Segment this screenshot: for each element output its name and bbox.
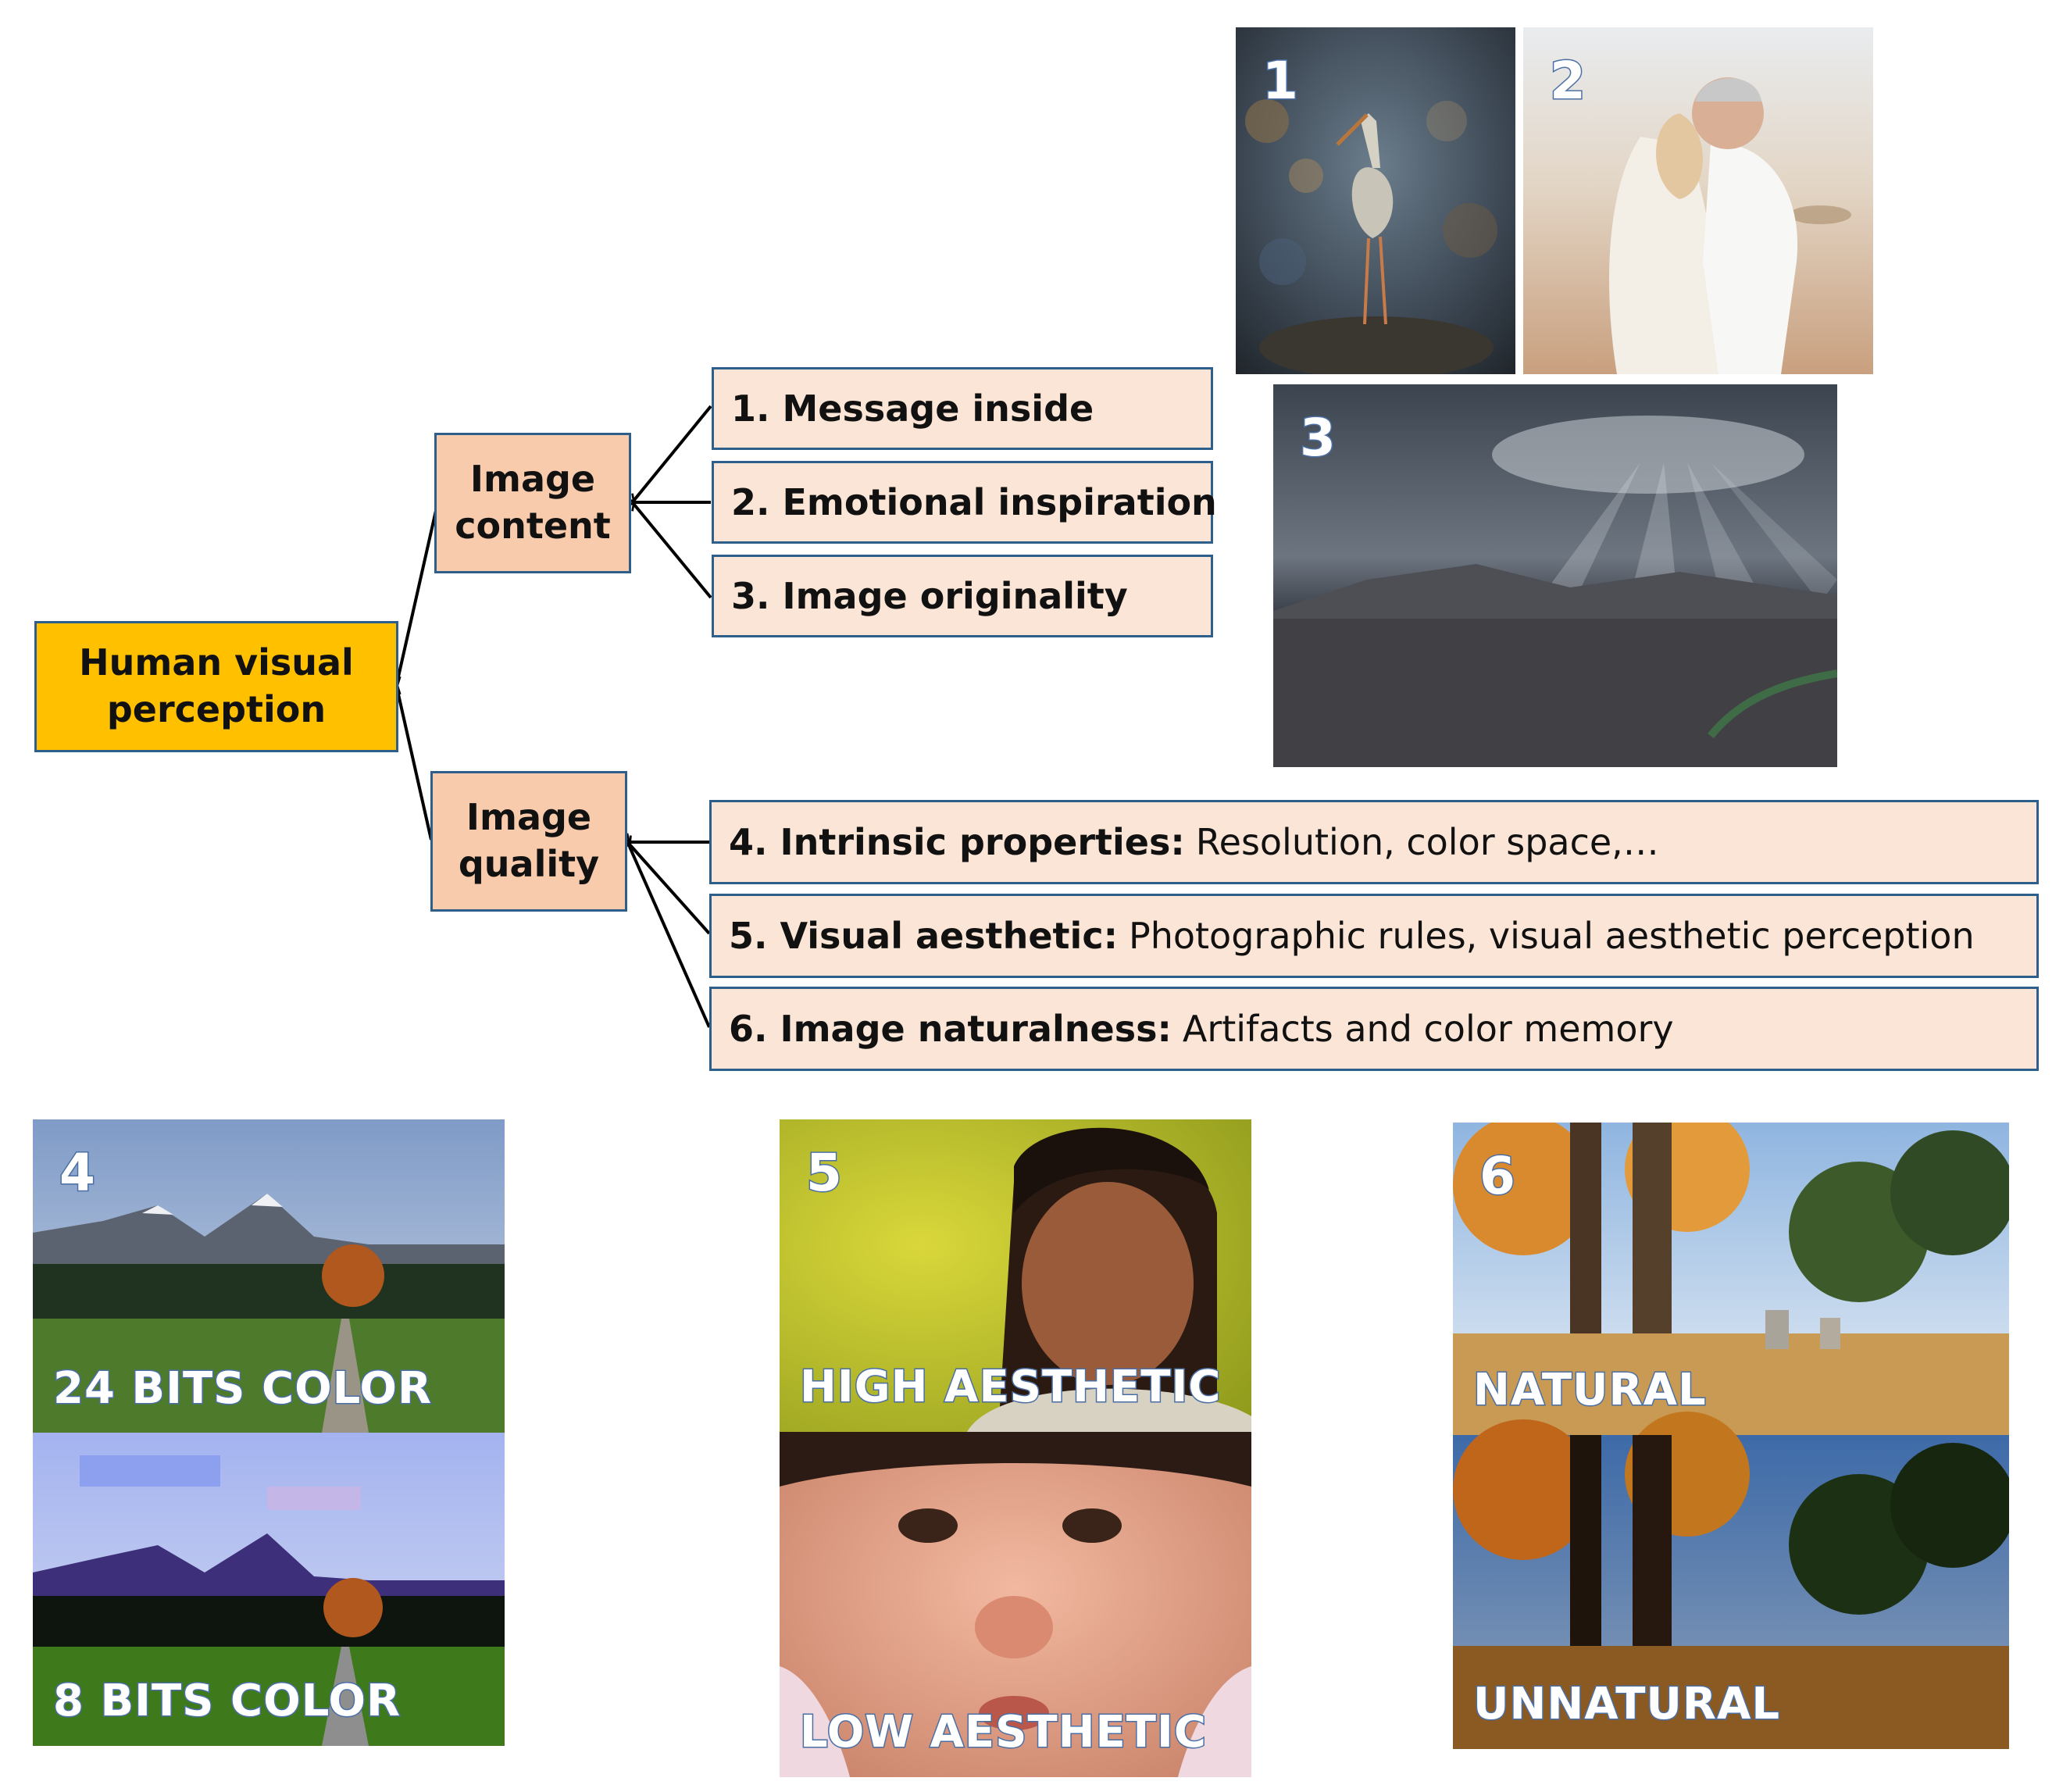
example-photo-5-aesthetic: [780, 1119, 1251, 1777]
photo-3-number: 3: [1300, 408, 1336, 468]
root-node-human-visual-perception: [34, 621, 398, 752]
arrow-content-to-root: [397, 504, 437, 684]
arrow-item3-to-content: [634, 505, 711, 598]
photo-5-caption-high: HIGH AESTHETIC: [800, 1362, 1222, 1412]
content-item-2-title: 2. Emotional inspiration: [731, 481, 1217, 523]
branch-node-image-content: [434, 433, 631, 573]
photo-4-number: 4: [59, 1143, 95, 1203]
photo-6-caption-natural: NATURAL: [1473, 1365, 1707, 1415]
quality-item-5-desc: Photographic rules, visual aesthetic perception: [1128, 915, 1975, 957]
quality-item-intrinsic-properties: [709, 800, 2039, 884]
photo-2-number: 2: [1550, 51, 1586, 111]
content-item-image-originality: [712, 555, 1213, 637]
content-item-emotional-inspiration: [712, 461, 1217, 544]
quality-item-image-naturalness: [709, 987, 2039, 1071]
example-photo-2-embrace: [1523, 27, 1873, 374]
photo-4-caption-8bit: 8 BITS COLOR: [53, 1676, 402, 1726]
photo-6-caption-unnatural: UNNATURAL: [1473, 1679, 1781, 1730]
example-photo-4-color-depth: [33, 1119, 505, 1746]
quality-item-4-title: 4. Intrinsic properties:: [729, 821, 1185, 863]
photo-5-number: 5: [806, 1143, 842, 1203]
quality-item-4-desc: Resolution, color space,…: [1195, 821, 1659, 863]
photo-6-number: 6: [1479, 1146, 1515, 1206]
root-node-label: Human visual perception: [79, 641, 354, 730]
arrow-item5-to-quality: [630, 844, 709, 933]
branch-content-label: Image content: [455, 458, 611, 547]
arrow-item6-to-quality: [630, 847, 709, 1027]
quality-item-6-title: 6. Image naturalness:: [729, 1008, 1172, 1050]
photo-5-caption-low: LOW AESTHETIC: [800, 1707, 1207, 1758]
photo-4-caption-24bit: 24 BITS COLOR: [53, 1363, 433, 1414]
example-photo-3-city-sunrays: [1273, 384, 1837, 767]
quality-item-6-desc: Artifacts and color memory: [1182, 1008, 1674, 1050]
quality-item-visual-aesthetic: [709, 894, 2039, 978]
content-item-1-title: 1. Message inside: [731, 387, 1094, 430]
content-item-3-title: 3. Image originality: [731, 575, 1128, 617]
branch-node-image-quality: [430, 771, 627, 912]
photo-1-number: 1: [1262, 51, 1298, 111]
example-photo-6-naturalness: [1453, 1123, 2009, 1749]
quality-item-5-title: 5. Visual aesthetic:: [729, 915, 1118, 957]
example-photo-1-stork: [1236, 27, 1515, 374]
arrow-quality-to-root: [397, 687, 431, 840]
content-item-message-inside: [712, 367, 1213, 450]
arrow-item1-to-content: [634, 406, 711, 500]
branch-quality-label: Image quality: [458, 796, 600, 885]
